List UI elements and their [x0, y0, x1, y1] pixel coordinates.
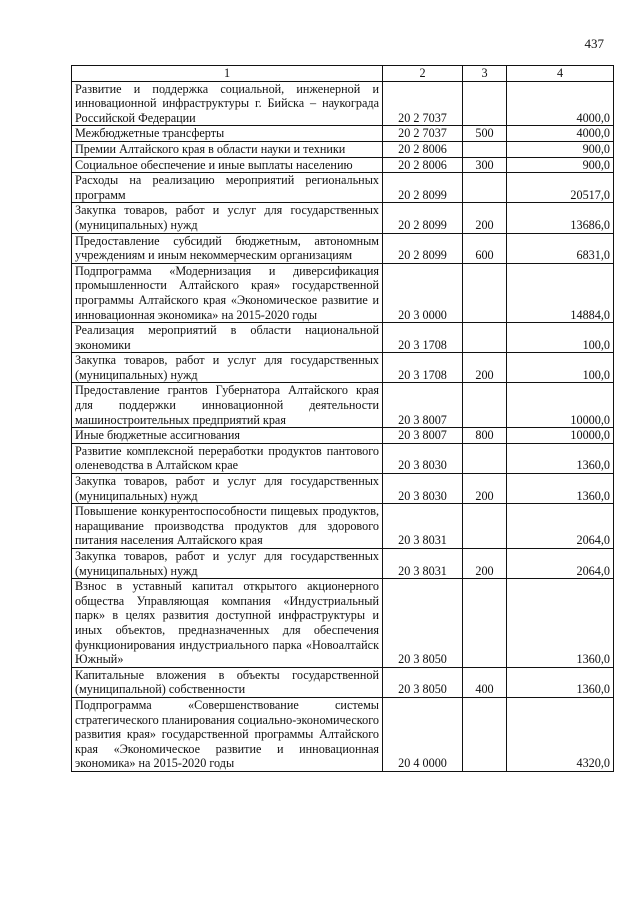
row-code-cell: 20 3 8007	[383, 428, 463, 444]
row-amount-cell: 4000,0	[507, 126, 614, 142]
row-amount-cell: 4000,0	[507, 81, 614, 126]
row-name-cell: Закупка товаров, работ и услуг для государственных (муниципальных) нужд	[72, 203, 383, 233]
row-kind-cell	[463, 383, 507, 428]
row-kind-cell: 800	[463, 428, 507, 444]
row-kind-cell: 400	[463, 667, 507, 697]
row-amount-cell: 900,0	[507, 141, 614, 157]
table-row	[72, 474, 614, 504]
row-amount-cell: 1360,0	[507, 474, 614, 504]
row-kind-cell	[463, 323, 507, 353]
table-row	[72, 203, 614, 233]
row-name-cell: Закупка товаров, работ и услуг для государственных (муниципальных) нужд	[72, 353, 383, 383]
table-row	[72, 579, 614, 668]
row-amount-cell: 1360,0	[507, 443, 614, 473]
row-amount-cell: 1360,0	[507, 579, 614, 668]
row-code-cell: 20 2 8006	[383, 157, 463, 173]
row-name-cell: Социальное обеспечение и иные выплаты населению	[72, 157, 383, 173]
row-kind-cell: 600	[463, 233, 507, 263]
row-name-cell: Подпрограмма «Модернизация и диверсификация промышленности Алтайского края» государственной программы Алтайского края «Экономическое развитие и инновационная экономика» на 2015-2020 годы	[72, 263, 383, 322]
row-code-cell: 20 3 8030	[383, 474, 463, 504]
row-kind-cell	[463, 579, 507, 668]
table-body	[72, 81, 614, 771]
row-code-cell: 20 3 8050	[383, 667, 463, 697]
row-name-cell: Взнос в уставный капитал открытого акционерного общества Управляющая компания «Индустриальный парк» в целях развития доступной инфраструктуры и иных объектов, предназначенных для обеспечения функционирования индустриального парка «Новоалтайск Южный»	[72, 579, 383, 668]
row-name-cell: Развитие комплексной переработки продуктов пантового оленеводства в Алтайском крае	[72, 443, 383, 473]
row-kind-cell	[463, 443, 507, 473]
row-code-cell: 20 2 8099	[383, 173, 463, 203]
row-name-cell: Капитальные вложения в объекты государственной (муниципальной) собственности	[72, 667, 383, 697]
row-kind-cell	[463, 141, 507, 157]
table-row	[72, 323, 614, 353]
row-amount-cell: 13686,0	[507, 203, 614, 233]
row-name-cell: Закупка товаров, работ и услуг для государственных (муниципальных) нужд	[72, 474, 383, 504]
table-row	[72, 233, 614, 263]
row-kind-cell: 200	[463, 549, 507, 579]
table-row	[72, 443, 614, 473]
row-name-cell: Расходы на реализацию мероприятий региональных программ	[72, 173, 383, 203]
row-name-cell: Развитие и поддержка социальной, инженерной и инновационной инфраструктуры г. Бийска – наукограда Российской Федерации	[72, 81, 383, 126]
row-code-cell: 20 2 7037	[383, 81, 463, 126]
row-kind-cell	[463, 504, 507, 549]
row-code-cell: 20 2 8099	[383, 233, 463, 263]
table-row	[72, 81, 614, 126]
row-amount-cell: 10000,0	[507, 428, 614, 444]
row-code-cell: 20 3 8007	[383, 383, 463, 428]
row-name-cell: Повышение конкурентоспособности пищевых продуктов, наращивание производства продуктов для здорового питания населения Алтайского края	[72, 504, 383, 549]
row-kind-cell	[463, 263, 507, 322]
row-kind-cell: 200	[463, 474, 507, 504]
page-number: 437	[584, 36, 604, 51]
row-code-cell: 20 2 8006	[383, 141, 463, 157]
row-code-cell: 20 3 8030	[383, 443, 463, 473]
row-amount-cell: 900,0	[507, 157, 614, 173]
row-amount-cell: 2064,0	[507, 549, 614, 579]
row-amount-cell: 6831,0	[507, 233, 614, 263]
budget-table	[71, 65, 614, 772]
table-row	[72, 141, 614, 157]
row-name-cell: Предоставление субсидий бюджетным, автономным учреждениям и иным некоммерческим организациям	[72, 233, 383, 263]
column-header: 4	[507, 66, 614, 82]
row-code-cell: 20 2 8099	[383, 203, 463, 233]
table-row	[72, 428, 614, 444]
row-amount-cell: 14884,0	[507, 263, 614, 322]
column-header: 1	[72, 66, 383, 82]
table-row	[72, 157, 614, 173]
row-amount-cell: 100,0	[507, 323, 614, 353]
row-amount-cell: 2064,0	[507, 504, 614, 549]
table-row	[72, 697, 614, 771]
table-row	[72, 263, 614, 322]
row-code-cell: 20 3 8031	[383, 549, 463, 579]
column-header: 3	[463, 66, 507, 82]
table-row	[72, 173, 614, 203]
row-kind-cell: 200	[463, 353, 507, 383]
row-amount-cell: 100,0	[507, 353, 614, 383]
row-name-cell: Закупка товаров, работ и услуг для государственных (муниципальных) нужд	[72, 549, 383, 579]
row-code-cell: 20 3 8031	[383, 504, 463, 549]
row-name-cell: Реализация мероприятий в области национальной экономики	[72, 323, 383, 353]
row-kind-cell	[463, 173, 507, 203]
table-header-row	[72, 66, 614, 82]
row-name-cell: Подпрограмма «Совершенствование системы стратегического планирования социально-экономического развития края» государственной программы Алтайского края «Экономическое развитие и инновационная экономика» на 2015-2020 годы	[72, 697, 383, 771]
table-row	[72, 383, 614, 428]
row-code-cell: 20 3 1708	[383, 353, 463, 383]
table-row	[72, 549, 614, 579]
table-row	[72, 504, 614, 549]
row-amount-cell: 1360,0	[507, 667, 614, 697]
row-code-cell: 20 3 1708	[383, 323, 463, 353]
table-row	[72, 667, 614, 697]
row-code-cell: 20 3 0000	[383, 263, 463, 322]
row-amount-cell: 4320,0	[507, 697, 614, 771]
table-row	[72, 126, 614, 142]
row-name-cell: Предоставление грантов Губернатора Алтайского края для поддержки инновационной деятельности машиностроительных предприятий края	[72, 383, 383, 428]
row-name-cell: Иные бюджетные ассигнования	[72, 428, 383, 444]
row-code-cell: 20 3 8050	[383, 579, 463, 668]
row-kind-cell	[463, 81, 507, 126]
row-code-cell: 20 2 7037	[383, 126, 463, 142]
row-name-cell: Премии Алтайского края в области науки и техники	[72, 141, 383, 157]
table-row	[72, 353, 614, 383]
row-name-cell: Межбюджетные трансферты	[72, 126, 383, 142]
row-amount-cell: 10000,0	[507, 383, 614, 428]
row-kind-cell: 500	[463, 126, 507, 142]
row-kind-cell: 300	[463, 157, 507, 173]
row-code-cell: 20 4 0000	[383, 697, 463, 771]
row-kind-cell: 200	[463, 203, 507, 233]
column-header: 2	[383, 66, 463, 82]
row-kind-cell	[463, 697, 507, 771]
row-amount-cell: 20517,0	[507, 173, 614, 203]
